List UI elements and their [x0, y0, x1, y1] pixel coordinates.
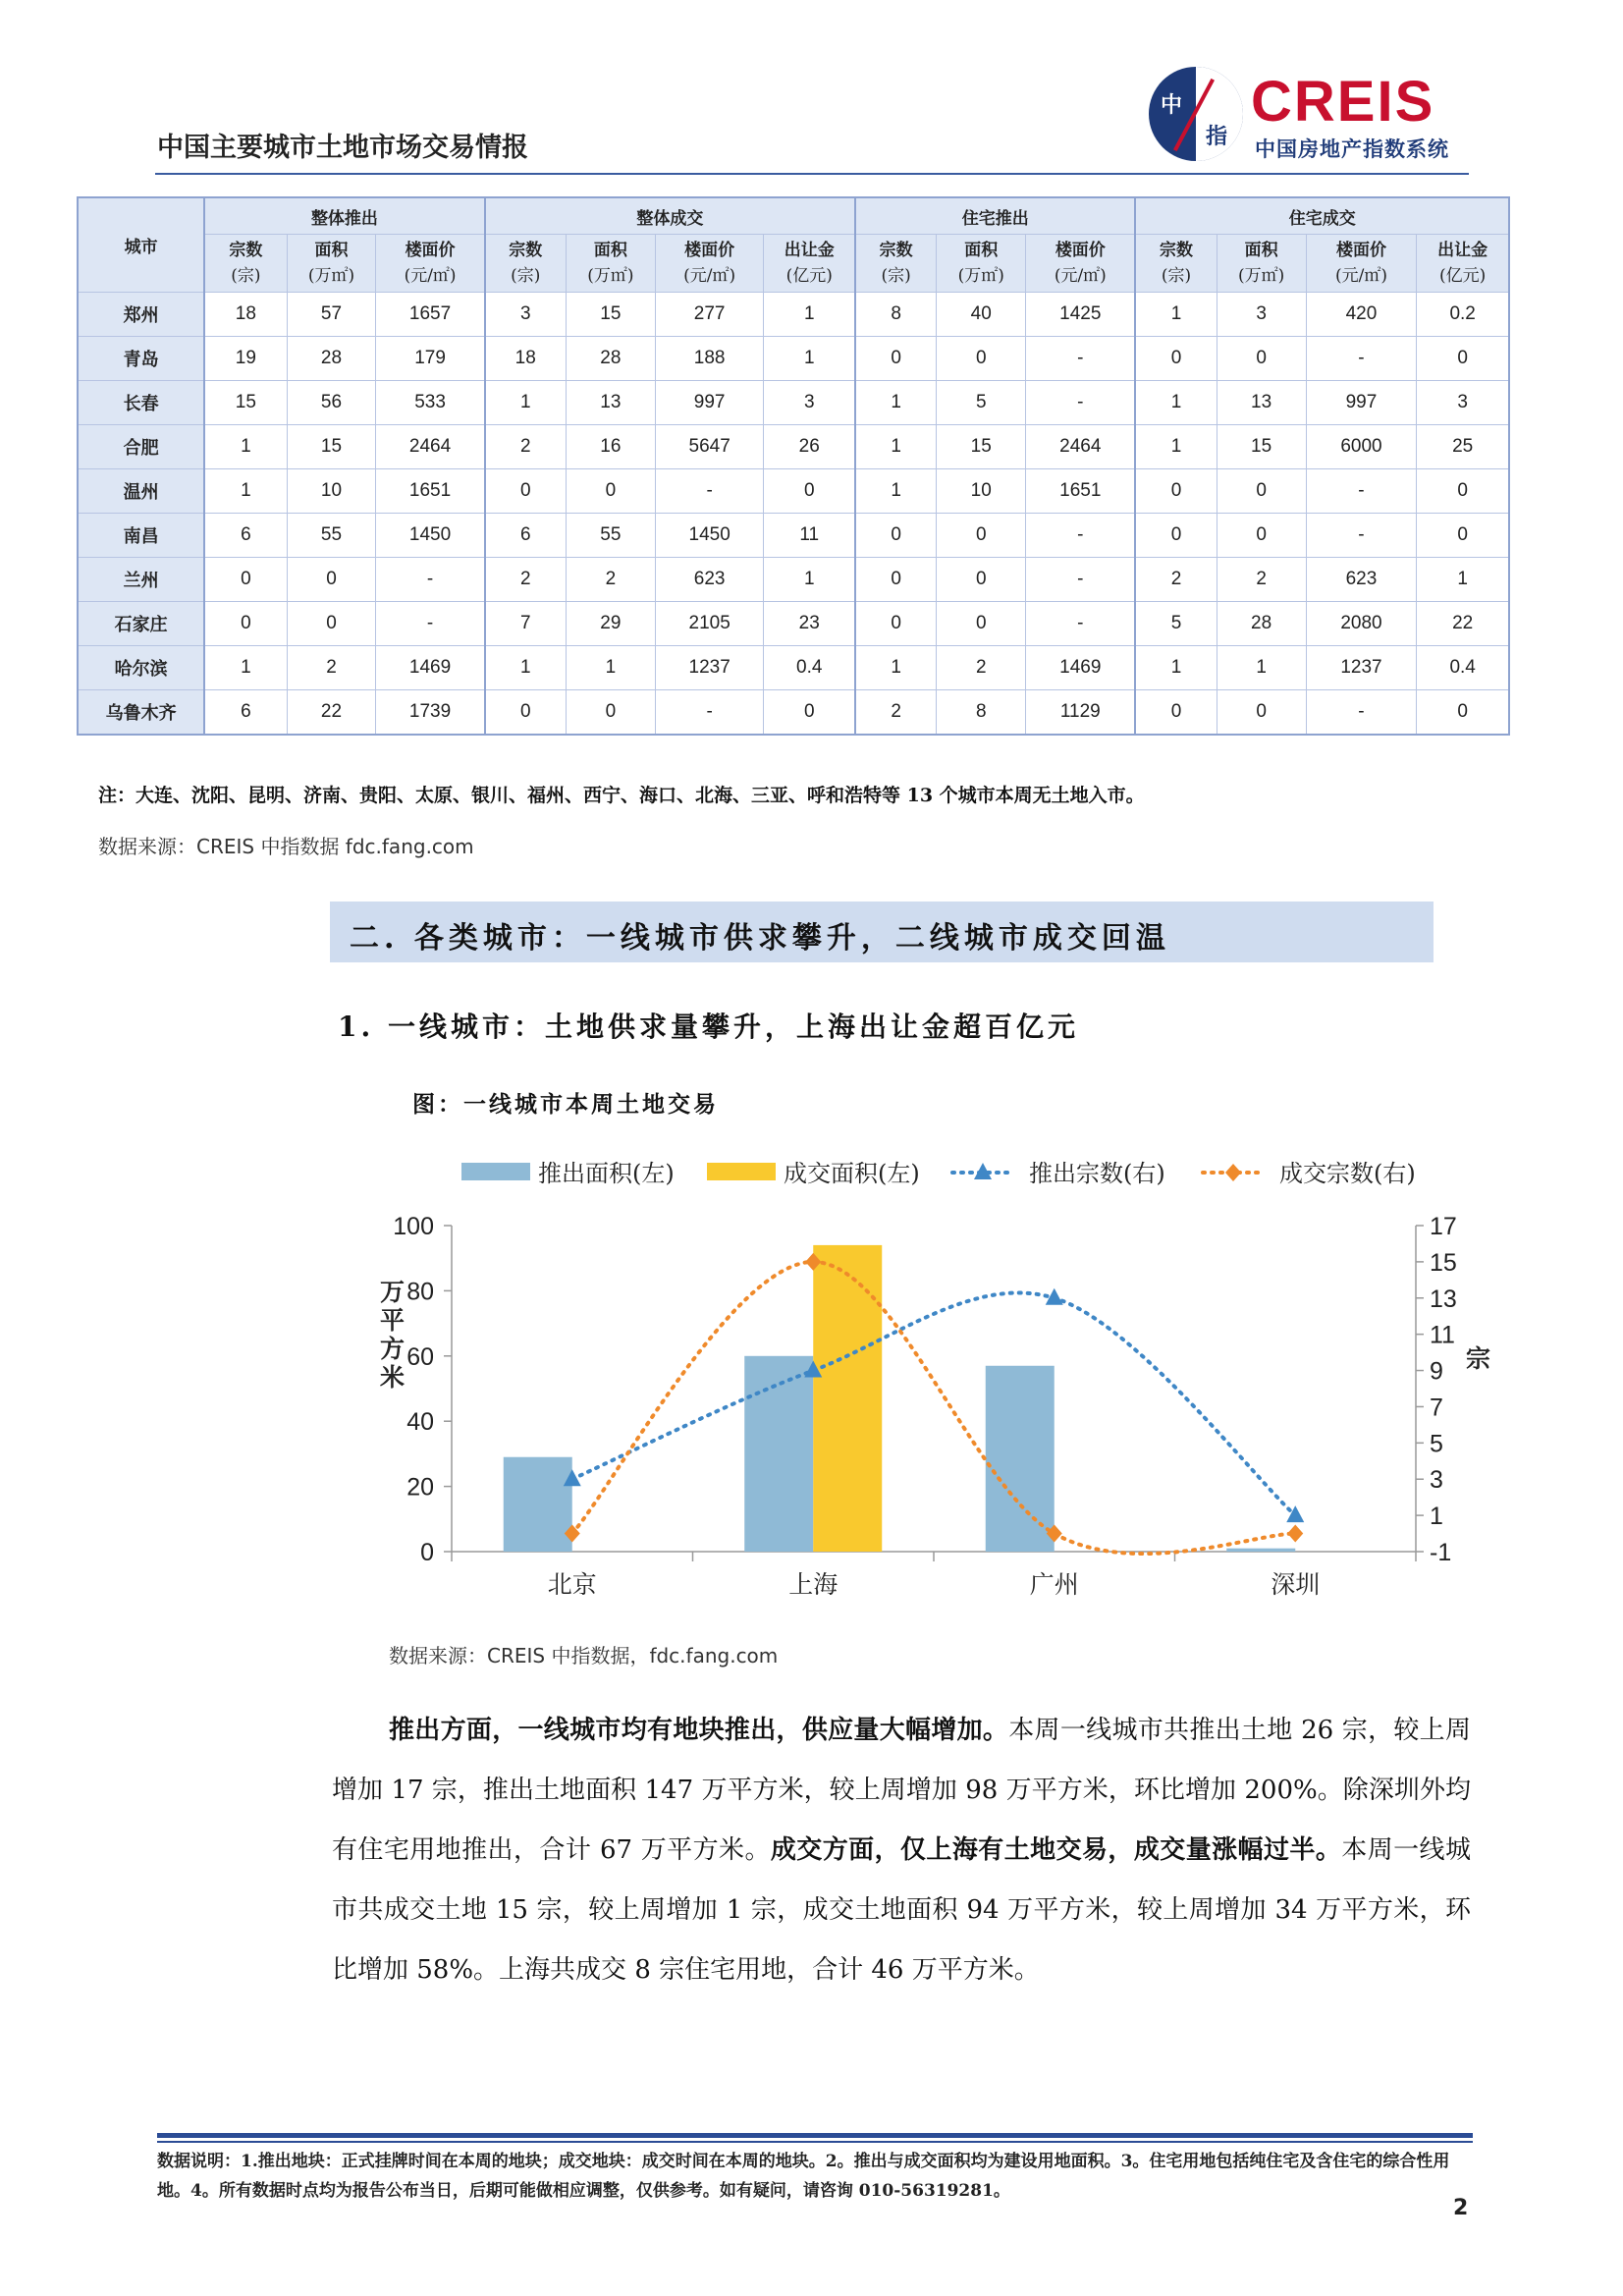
table-cell: 0 — [566, 690, 655, 736]
table-row — [78, 425, 1509, 469]
table-cell: 0 — [1217, 690, 1306, 736]
table-cell: 8 — [937, 690, 1026, 736]
column-header-unit: (元/㎡) — [404, 266, 457, 286]
table-cell: 1 — [204, 425, 287, 469]
y2-tick-label: -1 — [1430, 1539, 1452, 1566]
y-tick-label: 100 — [393, 1213, 434, 1240]
table-row — [78, 602, 1509, 646]
table-cell: 0 — [937, 602, 1026, 646]
column-header-unit: (元/㎡) — [1054, 266, 1107, 286]
y2-axis-label: 宗 — [1465, 1344, 1490, 1373]
table-cell: 3 — [1217, 293, 1306, 337]
column-header — [485, 235, 567, 293]
table-cell: 6 — [204, 690, 287, 736]
table-cell: 1 — [1417, 558, 1509, 602]
city-name-cell: 长春 — [78, 381, 204, 425]
column-header-name: 出让金 — [1437, 241, 1488, 260]
group-header: 整体成交 — [485, 197, 855, 235]
table-cell: 0.2 — [1417, 293, 1509, 337]
table-cell: 2080 — [1306, 602, 1417, 646]
table-cell: 18 — [204, 293, 287, 337]
header-divider — [155, 173, 1469, 175]
table-cell: 7 — [485, 602, 567, 646]
column-header-name: 面积 — [964, 241, 999, 260]
table-cell: 3 — [485, 293, 567, 337]
bar-launch-area — [504, 1457, 572, 1552]
table-cell: 0 — [1417, 337, 1509, 381]
table-cell: 0 — [764, 469, 855, 514]
table-cell: - — [655, 690, 764, 736]
table-cell: 1129 — [1026, 690, 1136, 736]
table-cell: 1 — [855, 469, 937, 514]
table-cell: 2 — [485, 425, 567, 469]
table-cell: 0 — [1417, 514, 1509, 558]
column-header-name: 宗数 — [879, 241, 913, 260]
table-cell: 420 — [1306, 293, 1417, 337]
para-text-2: 本周一线城市共成交土地 15 宗，较上周增加 1 宗，成交土地面积 94 万平方米，较上周增加 34 万平方米，环比增加 58%。上海共成交 8 宗住宅用地，合计 46 万平方米。 — [332, 1835, 1471, 1985]
column-header — [1026, 235, 1136, 293]
table-cell: 1 — [764, 337, 855, 381]
x-tick-label: 北京 — [547, 1570, 597, 1599]
table-cell: 15 — [287, 425, 376, 469]
legend-label: 推出宗数(右) — [1029, 1160, 1165, 1187]
table-cell: 1 — [204, 646, 287, 690]
city-name-cell: 石家庄 — [78, 602, 204, 646]
column-header — [1217, 235, 1306, 293]
figure-source: 数据来源：CREIS 中指数据，fdc.fang.com — [389, 1644, 779, 1667]
y2-tick-label: 9 — [1430, 1357, 1443, 1386]
legend-label: 成交宗数(右) — [1279, 1160, 1416, 1187]
table-cell: 5 — [937, 381, 1026, 425]
column-header — [1417, 235, 1509, 293]
table-cell: 2 — [855, 690, 937, 736]
table-cell: 2 — [485, 558, 567, 602]
table-cell: 623 — [1306, 558, 1417, 602]
table-cell: 22 — [1417, 602, 1509, 646]
table-cell: 6 — [204, 514, 287, 558]
table-cell: 0 — [485, 469, 567, 514]
legend-swatch — [461, 1163, 530, 1180]
y2-tick-label: 15 — [1430, 1248, 1457, 1277]
table-cell: 11 — [764, 514, 855, 558]
table-cell: 2 — [1135, 558, 1217, 602]
table-cell: 2105 — [655, 602, 764, 646]
table-source: 数据来源：CREIS 中指数据 fdc.fang.com — [98, 835, 474, 858]
column-header-name: 出让金 — [784, 241, 835, 260]
y-tick-label: 80 — [406, 1278, 434, 1306]
table-cell: - — [1306, 337, 1417, 381]
column-header-unit: (宗) — [881, 266, 911, 286]
table-cell: 2 — [1217, 558, 1306, 602]
table-cell: 997 — [655, 381, 764, 425]
deal-count-line — [572, 1262, 1296, 1554]
table-cell: 1 — [204, 469, 287, 514]
column-header-unit: (元/㎡) — [683, 266, 736, 286]
table-cell: 2464 — [376, 425, 485, 469]
column-header-unit: (万㎡) — [1237, 266, 1285, 286]
table-cell: - — [1026, 602, 1136, 646]
table-row — [78, 337, 1509, 381]
table-cell: 5647 — [655, 425, 764, 469]
table-cell: 1 — [485, 646, 567, 690]
table-cell: 0 — [855, 602, 937, 646]
column-header-name: 楼面价 — [684, 241, 735, 260]
bar-deal-area — [813, 1245, 882, 1552]
table-cell: 0 — [1217, 337, 1306, 381]
y2-tick-label: 5 — [1430, 1430, 1443, 1458]
table-cell: 1651 — [1026, 469, 1136, 514]
table-cell: 1657 — [376, 293, 485, 337]
table-cell: 29 — [566, 602, 655, 646]
column-header — [566, 235, 655, 293]
table-cell: 0 — [566, 469, 655, 514]
column-header — [655, 235, 764, 293]
city-name-cell: 青岛 — [78, 337, 204, 381]
x-tick-label: 深圳 — [1271, 1570, 1321, 1599]
table-cell: - — [1026, 337, 1136, 381]
table-cell: 1 — [855, 381, 937, 425]
table-cell: 16 — [566, 425, 655, 469]
logo-wordmark: CREIS — [1251, 70, 1435, 134]
table-cell: - — [1306, 514, 1417, 558]
column-header-name: 宗数 — [509, 241, 543, 260]
column-header — [764, 235, 855, 293]
table-cell: 0 — [1217, 469, 1306, 514]
figure-title: 图：一线城市本周土地交易 — [412, 1091, 719, 1118]
column-header — [1306, 235, 1417, 293]
column-header-name: 宗数 — [229, 241, 263, 260]
footer-divider — [157, 2133, 1473, 2138]
table-cell: 0 — [855, 558, 937, 602]
table-cell: 15 — [566, 293, 655, 337]
column-header — [1135, 235, 1217, 293]
table-cell: 0 — [204, 602, 287, 646]
data-notes: 数据说明：1.推出地块：正式挂牌时间在本周的地块；成交地块：成交时间在本周的地块。2。推出与成交面积均为建设用地面积。3。住宅用地包括纯住宅及含住宅的综合性用地。4。所有数据时点均为报告公布当日，后期可能做相应调整，仅供参考。如有疑问，请咨询 010-56319281。 — [157, 2152, 1450, 2201]
table-cell: 0 — [1135, 690, 1217, 736]
table-cell: 0 — [937, 514, 1026, 558]
table-row — [78, 646, 1509, 690]
x-tick-label: 广州 — [1029, 1570, 1079, 1599]
table-cell: - — [1026, 381, 1136, 425]
table-cell: 0 — [764, 690, 855, 736]
table-cell: 15 — [204, 381, 287, 425]
body-paragraph — [332, 1701, 1471, 2000]
table-cell: 23 — [764, 602, 855, 646]
column-header-unit: (元/㎡) — [1334, 266, 1387, 286]
table-cell: 6000 — [1306, 425, 1417, 469]
table-cell: 19 — [204, 337, 287, 381]
table-cell: 1237 — [655, 646, 764, 690]
table-cell: 0 — [855, 514, 937, 558]
table-cell: 3 — [764, 381, 855, 425]
table-cell: 10 — [287, 469, 376, 514]
table-cell: 1 — [485, 381, 567, 425]
legend-marker — [1225, 1164, 1241, 1181]
table-cell: 13 — [1217, 381, 1306, 425]
column-header-unit: (万㎡) — [307, 266, 355, 286]
table-row — [78, 469, 1509, 514]
table-cell: 26 — [764, 425, 855, 469]
table-cell: 0 — [1135, 337, 1217, 381]
deal-count-point — [1287, 1525, 1303, 1543]
subsection-title: 1. 一线城市：土地供求量攀升，上海出让金超百亿元 — [338, 1011, 1079, 1043]
y2-tick-label: 7 — [1430, 1394, 1443, 1422]
table-cell: 40 — [937, 293, 1026, 337]
city-land-table — [77, 196, 1510, 736]
legend-label: 成交面积(左) — [784, 1160, 920, 1187]
table-cell: 28 — [566, 337, 655, 381]
table-cell: 0 — [1417, 690, 1509, 736]
column-header-unit: (宗) — [511, 266, 541, 286]
table-cell: 997 — [1306, 381, 1417, 425]
group-header: 整体推出 — [204, 197, 484, 235]
table-cell: 1469 — [376, 646, 485, 690]
page-number: 2 — [1453, 2196, 1469, 2220]
y2-tick-label: 17 — [1430, 1213, 1457, 1240]
city-name-cell: 郑州 — [78, 293, 204, 337]
table-cell: - — [1026, 558, 1136, 602]
table-cell: - — [1306, 469, 1417, 514]
table-cell: 188 — [655, 337, 764, 381]
table-cell: - — [376, 558, 485, 602]
table-cell: - — [1026, 514, 1136, 558]
table-cell: 1 — [1135, 381, 1217, 425]
table-cell: - — [655, 469, 764, 514]
table-row — [78, 558, 1509, 602]
section-title: 二. 各类城市：一线城市供求攀升，二线城市成交回温 — [350, 921, 1170, 956]
table-cell: 2 — [287, 646, 376, 690]
table-cell: 1 — [764, 558, 855, 602]
table-cell: 15 — [1217, 425, 1306, 469]
column-header-name: 宗数 — [1160, 241, 1194, 260]
table-cell: 22 — [287, 690, 376, 736]
table-cell: 277 — [655, 293, 764, 337]
column-header-name: 楼面价 — [1055, 241, 1106, 260]
table-cell: 13 — [566, 381, 655, 425]
table-row — [78, 690, 1509, 736]
creis-logo — [1149, 63, 1483, 171]
table-cell: 1450 — [376, 514, 485, 558]
table-cell: - — [1306, 690, 1417, 736]
table-cell: 0 — [855, 337, 937, 381]
table-cell: 1469 — [1026, 646, 1136, 690]
table-cell: 25 — [1417, 425, 1509, 469]
table-cell: 1739 — [376, 690, 485, 736]
table-row — [78, 293, 1509, 337]
column-header — [937, 235, 1026, 293]
table-cell: 1425 — [1026, 293, 1136, 337]
table-cell: 1 — [1217, 646, 1306, 690]
table-cell: 1 — [1135, 646, 1217, 690]
column-header — [287, 235, 376, 293]
table-cell: 0 — [204, 558, 287, 602]
table-cell: 1 — [764, 293, 855, 337]
table-cell: 15 — [937, 425, 1026, 469]
table-cell: 55 — [566, 514, 655, 558]
city-name-cell: 合肥 — [78, 425, 204, 469]
column-header-name: 楼面价 — [405, 241, 456, 260]
group-header: 住宅成交 — [1135, 197, 1509, 235]
column-header-unit: (亿元) — [785, 266, 833, 286]
logo-mark-char-1: 中 — [1161, 93, 1183, 118]
table-cell: 2464 — [1026, 425, 1136, 469]
city-name-cell: 南昌 — [78, 514, 204, 558]
city-name-cell: 温州 — [78, 469, 204, 514]
y-tick-label: 40 — [406, 1408, 434, 1437]
table-cell: 1651 — [376, 469, 485, 514]
table-cell: 1 — [855, 646, 937, 690]
y-axis-label: 万平方米 — [376, 1279, 406, 1393]
column-header — [855, 235, 937, 293]
logo-mark-char-2: 指 — [1206, 125, 1228, 149]
table-cell: 55 — [287, 514, 376, 558]
table-cell: 28 — [1217, 602, 1306, 646]
city-name-cell: 哈尔滨 — [78, 646, 204, 690]
table-cell: 1 — [855, 425, 937, 469]
column-header — [204, 235, 287, 293]
tier1-land-chart — [324, 1139, 1492, 1611]
footer-divider-thin — [157, 2141, 1473, 2143]
column-header-name: 面积 — [593, 241, 627, 260]
logo-mark-icon — [1149, 67, 1243, 161]
bar-launch-area — [1226, 1549, 1295, 1552]
table-cell: 1450 — [655, 514, 764, 558]
para-bold-2: 成交方面，仅上海有土地交易，成交量涨幅过半。 — [770, 1835, 1342, 1865]
launch-count-line — [572, 1293, 1296, 1516]
table-cell: 0 — [937, 337, 1026, 381]
column-header-unit: (亿元) — [1439, 266, 1487, 286]
column-header-unit: (万㎡) — [587, 266, 634, 286]
table-cell: 0 — [485, 690, 567, 736]
column-header-name: 楼面价 — [1335, 241, 1386, 260]
column-header-name: 面积 — [1244, 241, 1278, 260]
x-tick-label: 上海 — [788, 1570, 839, 1599]
column-header-unit: (宗) — [231, 266, 261, 286]
y2-tick-label: 1 — [1430, 1503, 1443, 1531]
y2-tick-label: 3 — [1430, 1466, 1443, 1495]
table-cell: 0 — [1135, 514, 1217, 558]
table-corner-header: 城市 — [78, 197, 204, 293]
table-cell: 0.4 — [1417, 646, 1509, 690]
table-cell: 0 — [1217, 514, 1306, 558]
table-cell: 2 — [937, 646, 1026, 690]
table-cell: 1 — [1135, 293, 1217, 337]
column-header-name: 面积 — [314, 241, 349, 260]
table-cell: 1 — [566, 646, 655, 690]
y2-tick-label: 13 — [1430, 1285, 1457, 1313]
bar-launch-area — [744, 1356, 813, 1552]
table-cell: 0 — [1135, 469, 1217, 514]
table-note: 注：大连、沈阳、昆明、济南、贵阳、太原、银川、福州、西宁、海口、北海、三亚、呼和浩特等 13 个城市本周无土地入市。 — [98, 785, 1145, 806]
para-text-1: 本周一线城市共推出土地 26 宗，较上周增加 17 宗，推出土地面积 147 万平方米，较上周增加 98 万平方米，环比增加 200%。除深圳外均有住宅用地推出，合计 67 万平方米。 — [332, 1716, 1471, 1865]
y-tick-label: 0 — [420, 1539, 434, 1566]
table-cell: - — [376, 602, 485, 646]
y-tick-label: 20 — [406, 1473, 434, 1502]
table-cell: 8 — [855, 293, 937, 337]
legend-swatch — [707, 1163, 776, 1180]
table-cell: 0.4 — [764, 646, 855, 690]
table-cell: 0 — [287, 602, 376, 646]
table-row — [78, 381, 1509, 425]
logo-subtitle: 中国房地产指数系统 — [1255, 137, 1449, 161]
table-cell: 10 — [937, 469, 1026, 514]
table-cell: 0 — [1417, 469, 1509, 514]
table-cell: 5 — [1135, 602, 1217, 646]
table-cell: 28 — [287, 337, 376, 381]
table-cell: 56 — [287, 381, 376, 425]
column-header — [376, 235, 485, 293]
column-header-unit: (宗) — [1161, 266, 1192, 286]
table-cell: 1 — [1135, 425, 1217, 469]
column-header-unit: (万㎡) — [957, 266, 1004, 286]
table-cell: 6 — [485, 514, 567, 558]
table-cell: 2 — [566, 558, 655, 602]
y2-tick-label: 11 — [1430, 1321, 1455, 1349]
table-cell: 3 — [1417, 381, 1509, 425]
table-cell: 18 — [485, 337, 567, 381]
para-bold-1: 推出方面，一线城市均有地块推出，供应量大幅增加。 — [389, 1716, 1009, 1745]
legend-label: 推出面积(左) — [538, 1160, 675, 1187]
table-cell: 0 — [937, 558, 1026, 602]
table-cell: 0 — [287, 558, 376, 602]
bar-launch-area — [986, 1366, 1055, 1552]
city-name-cell: 乌鲁木齐 — [78, 690, 204, 736]
report-title: 中国主要城市土地市场交易情报 — [157, 133, 528, 163]
table-cell: 623 — [655, 558, 764, 602]
group-header: 住宅推出 — [855, 197, 1135, 235]
y-tick-label: 60 — [406, 1342, 434, 1371]
city-name-cell: 兰州 — [78, 558, 204, 602]
table-cell: 57 — [287, 293, 376, 337]
table-cell: 179 — [376, 337, 485, 381]
table-cell: 1237 — [1306, 646, 1417, 690]
table-row — [78, 514, 1509, 558]
table-cell: 533 — [376, 381, 485, 425]
